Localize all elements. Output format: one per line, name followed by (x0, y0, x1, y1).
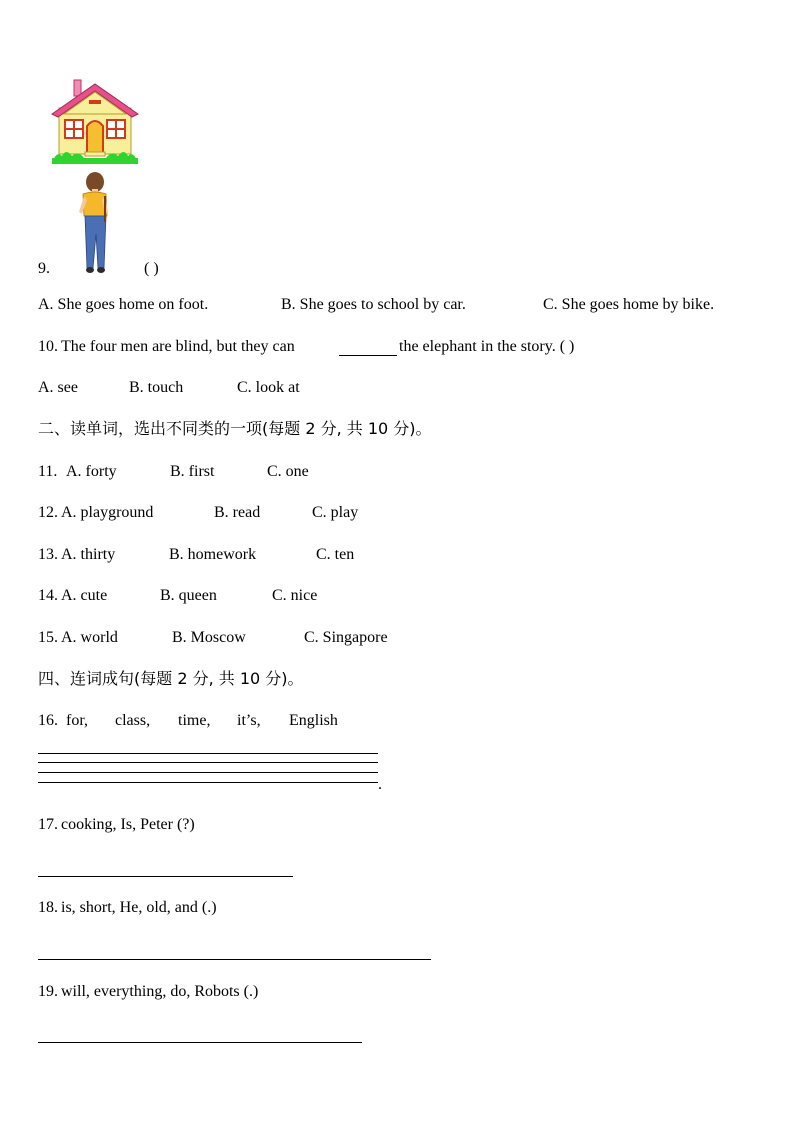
q10-text-after: the elephant in the story. ( ) (399, 338, 575, 355)
q10-blank (339, 355, 397, 356)
q15-option-a: A. world (61, 629, 118, 646)
q11-option-b: B. first (170, 463, 215, 480)
q9-number: 9. (38, 260, 50, 277)
q16-writing-line (38, 762, 378, 763)
q13-option-c: C. ten (316, 546, 355, 563)
q16-number: 16. (38, 712, 58, 729)
q15-option-c: C. Singapore (304, 629, 388, 646)
q18-answer-line (38, 959, 431, 960)
q16-writing-line (38, 772, 378, 773)
q17-number: 17. (38, 816, 58, 833)
q14-option-a: A. cute (61, 587, 108, 604)
q11-option-c: C. one (267, 463, 309, 480)
q15-option-b: B. Moscow (172, 629, 246, 646)
q9-option-a: A. She goes home on foot. (38, 296, 209, 313)
gable-vent (89, 100, 101, 104)
q16-word: class, (115, 712, 151, 729)
girl-bag-strap (104, 196, 106, 222)
girl-pants (85, 216, 106, 268)
q9-option-b: B. She goes to school by car. (281, 296, 466, 313)
door-step (85, 152, 105, 156)
window-right (107, 120, 125, 138)
q9-answer-paren: ( ) (144, 260, 159, 277)
q16-writing-line (38, 753, 378, 754)
q16-writing-line (38, 782, 378, 783)
q12-option-b: B. read (214, 504, 261, 521)
q13-number: 13. (38, 546, 58, 563)
q16-word: for, (66, 712, 89, 729)
q13-option-a: A. thirty (61, 546, 116, 563)
q16-end-mark: . (378, 776, 382, 793)
q13-option-b: B. homework (169, 546, 257, 563)
section4-heading: 四、连词成句(每题 2 分, 共 10 分)。 (38, 669, 304, 688)
section2-heading: 二、读单词，选出不同类的一项(每题 2 分, 共 10 分)。 (38, 419, 432, 438)
q16-word: it’s, (237, 712, 261, 729)
girl-shoe-left (86, 267, 94, 273)
girl-walking-illustration (74, 172, 114, 276)
q19-answer-line (38, 1042, 362, 1043)
q17-answer-line (38, 876, 293, 877)
q18-words: is, short, He, old, and (.) (61, 899, 217, 916)
house-door (87, 121, 103, 154)
q19-number: 19. (38, 983, 58, 1000)
window-left (65, 120, 83, 138)
house-illustration (50, 78, 140, 166)
q10-option-c: C. look at (237, 379, 300, 396)
q16-word: time, (178, 712, 211, 729)
q14-option-c: C. nice (272, 587, 318, 604)
grass-strip (52, 158, 138, 164)
q12-option-c: C. play (312, 504, 359, 521)
q10-option-a: A. see (38, 379, 78, 396)
q14-option-b: B. queen (160, 587, 217, 604)
q18-number: 18. (38, 899, 58, 916)
q9-option-c: C. She goes home by bike. (543, 296, 715, 313)
q19-words: will, everything, do, Robots (.) (61, 983, 259, 1000)
girl-shoe-right (97, 267, 105, 273)
q11-option-a: A. forty (66, 463, 117, 480)
q15-number: 15. (38, 629, 58, 646)
q11-number: 11. (38, 463, 58, 480)
q17-words: cooking, Is, Peter (?) (61, 816, 195, 833)
q10-number: 10. (38, 338, 58, 355)
q14-number: 14. (38, 587, 58, 604)
chimney (74, 80, 81, 96)
q16-word: English (289, 712, 338, 729)
q12-option-a: A. playground (61, 504, 154, 521)
q12-number: 12. (38, 504, 58, 521)
q10-text-before: The four men are blind, but they can (61, 338, 295, 355)
q10-option-b: B. touch (129, 379, 184, 396)
